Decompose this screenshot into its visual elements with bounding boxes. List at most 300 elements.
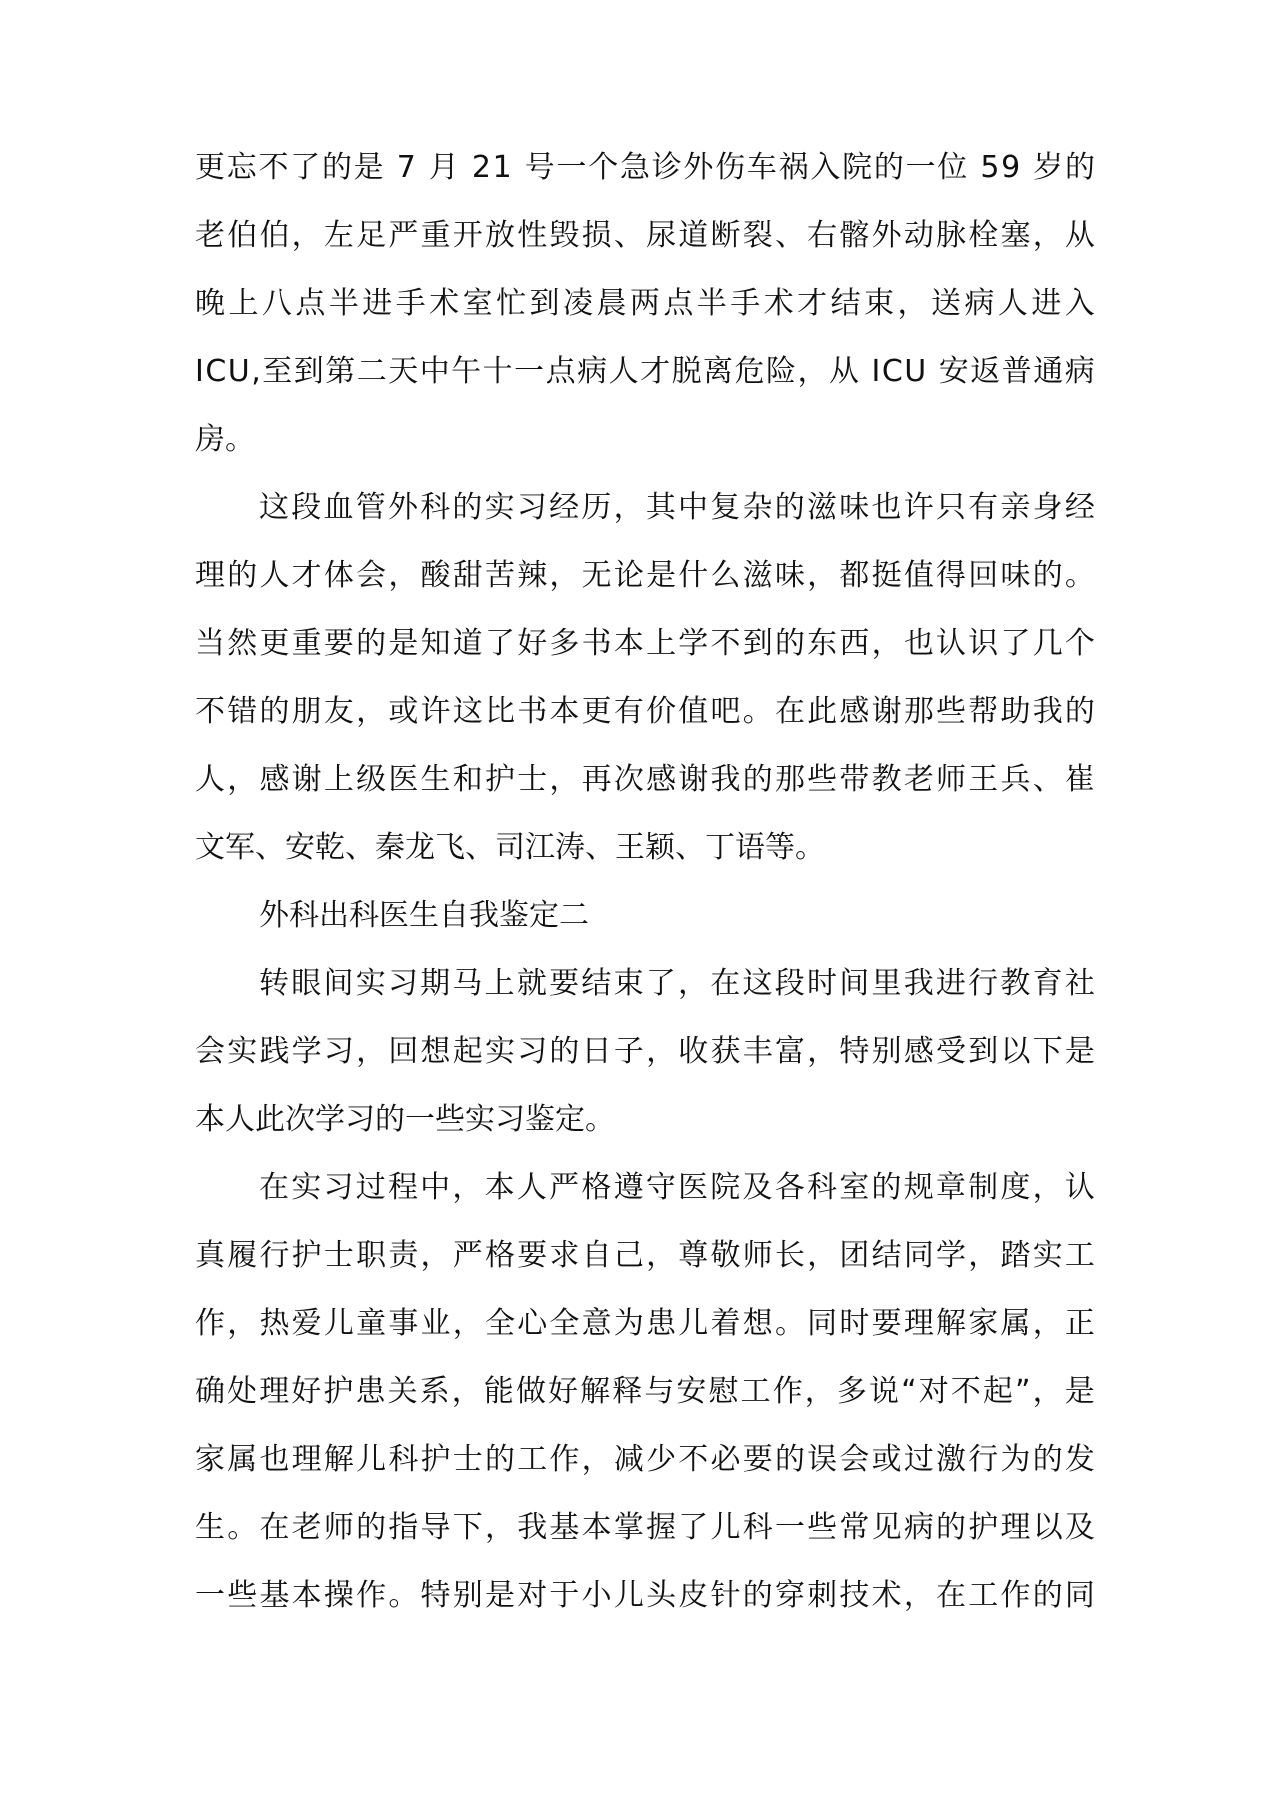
glyph: 几 bbox=[1032, 626, 1063, 661]
glyph: 点 bbox=[295, 286, 326, 321]
paragraph-1-line-1 bbox=[195, 148, 1095, 188]
glyph: 才 bbox=[797, 286, 828, 321]
glyph: 半 bbox=[696, 286, 727, 321]
glyph: 科 bbox=[806, 1170, 837, 1205]
glyph: 解 bbox=[936, 1306, 967, 1341]
glyph: 得 bbox=[936, 558, 967, 593]
glyph: 才 bbox=[640, 354, 671, 389]
glyph: 的 bbox=[452, 490, 483, 525]
glyph: 些 bbox=[807, 1510, 838, 1545]
glyph: 么 bbox=[710, 558, 741, 593]
glyph: 谢 bbox=[291, 762, 322, 797]
glyph: 味 bbox=[774, 558, 805, 593]
glyph: 动 bbox=[903, 218, 934, 253]
glyph: 时 bbox=[839, 1306, 870, 1341]
glyph: 味 bbox=[1000, 558, 1031, 593]
glyph: 入 bbox=[1064, 286, 1095, 321]
glyph: 的 bbox=[227, 558, 258, 593]
glyph: 章 bbox=[935, 1170, 966, 1205]
glyph: 结 bbox=[871, 1238, 902, 1273]
glyph: ， bbox=[1032, 1374, 1063, 1409]
paragraph-1-line-5: 房。 bbox=[195, 422, 255, 457]
glyph: 医 bbox=[678, 1170, 709, 1205]
glyph: 儿 bbox=[710, 1510, 741, 1545]
paragraph-1-line-2 bbox=[195, 216, 1095, 256]
glyph: ， bbox=[451, 1374, 482, 1409]
glyph: 学 bbox=[291, 1034, 322, 1069]
paragraph-2-line-6: 文军、安乾、秦龙飞、司江涛、王颖、丁语等。 bbox=[195, 830, 825, 865]
glyph: 塞 bbox=[1000, 218, 1031, 253]
glyph: 行 bbox=[968, 966, 999, 1001]
glyph: 点 bbox=[545, 354, 576, 389]
glyph: 会 bbox=[195, 1034, 225, 1069]
glyph: 守 bbox=[645, 1170, 676, 1205]
glyph: 在 bbox=[710, 966, 741, 1001]
glyph: 一 bbox=[195, 1578, 225, 1613]
glyph: 师 bbox=[742, 1238, 773, 1273]
paragraph-4-line-7 bbox=[195, 1576, 1095, 1616]
glyph: 做 bbox=[515, 1374, 546, 1409]
glyph: 全 bbox=[484, 1306, 515, 1341]
glyph: 段 bbox=[291, 490, 322, 525]
glyph: 学 bbox=[936, 1238, 967, 1273]
glyph: 长 bbox=[774, 1238, 805, 1273]
glyph: 行 bbox=[259, 1238, 290, 1273]
glyph: 好 bbox=[517, 626, 548, 661]
glyph: 病 bbox=[964, 286, 995, 321]
glyph: 属 bbox=[1000, 1306, 1031, 1341]
glyph: 儿 bbox=[678, 1306, 709, 1341]
glyph: 友 bbox=[323, 694, 354, 729]
glyph: 收 bbox=[678, 1034, 709, 1069]
glyph: 。 bbox=[774, 1306, 805, 1341]
glyph: 亲 bbox=[1000, 490, 1031, 525]
glyph: 童 bbox=[356, 1306, 387, 1341]
glyph: 人 bbox=[997, 286, 1028, 321]
glyph: 以 bbox=[1000, 1034, 1031, 1069]
glyph: 握 bbox=[646, 1510, 677, 1545]
glyph: 滋 bbox=[742, 558, 773, 593]
glyph: 求 bbox=[549, 1238, 580, 1273]
glyph: 在 bbox=[774, 694, 805, 729]
glyph: 认 bbox=[1064, 1170, 1095, 1205]
glyph: 作 bbox=[195, 1306, 225, 1341]
glyph: 点 bbox=[663, 286, 694, 321]
glyph: U bbox=[904, 354, 927, 389]
glyph: 进 bbox=[1031, 286, 1062, 321]
glyph: 进 bbox=[362, 286, 393, 321]
glyph: 的 bbox=[774, 1442, 805, 1477]
glyph: 崔 bbox=[1064, 762, 1095, 797]
glyph: 也 bbox=[259, 1442, 290, 1477]
glyph: 刺 bbox=[807, 1578, 838, 1613]
glyph: 的 bbox=[356, 626, 387, 661]
glyph: 书 bbox=[581, 626, 612, 661]
glyph: 了 bbox=[484, 626, 515, 661]
glyph: 回 bbox=[388, 1034, 419, 1069]
glyph: 经 bbox=[1064, 490, 1095, 525]
glyph: 带 bbox=[839, 762, 870, 797]
paragraph-1-line-4 bbox=[195, 352, 1095, 392]
glyph: 要 bbox=[742, 1442, 773, 1477]
glyph: 意 bbox=[581, 1306, 612, 1341]
glyph: 病 bbox=[1064, 354, 1095, 389]
glyph: 子 bbox=[613, 1034, 644, 1069]
glyph: 科 bbox=[388, 1442, 419, 1477]
glyph: 室 bbox=[462, 286, 493, 321]
glyph: 位 bbox=[937, 150, 968, 185]
glyph: 为 bbox=[613, 1306, 644, 1341]
glyph: 和 bbox=[452, 762, 483, 797]
glyph: ， bbox=[807, 1238, 838, 1273]
glyph: 本 bbox=[613, 626, 644, 661]
glyph: 再 bbox=[581, 762, 612, 797]
glyph: 术 bbox=[429, 286, 460, 321]
glyph: 慰 bbox=[708, 1374, 739, 1409]
glyph: I bbox=[195, 354, 204, 389]
glyph: 职 bbox=[356, 1238, 387, 1273]
glyph: 是 bbox=[353, 150, 384, 185]
glyph: ， bbox=[871, 626, 902, 661]
glyph: 入 bbox=[810, 150, 841, 185]
glyph: 作 bbox=[1000, 1578, 1031, 1613]
glyph: 了 bbox=[645, 966, 676, 1001]
glyph: 裂 bbox=[742, 218, 773, 253]
glyph bbox=[418, 148, 428, 188]
glyph: 病 bbox=[577, 354, 608, 389]
glyph: 什 bbox=[678, 558, 709, 593]
glyph: 里 bbox=[871, 966, 902, 1001]
glyph: 获 bbox=[710, 1034, 741, 1069]
glyph: 技 bbox=[839, 1578, 870, 1613]
glyph: ， bbox=[678, 966, 709, 1001]
glyph: 在 bbox=[259, 1510, 290, 1545]
glyph: 断 bbox=[710, 218, 741, 253]
glyph: 许 bbox=[903, 490, 934, 525]
glyph: 尿 bbox=[646, 218, 677, 253]
glyph: 帮 bbox=[968, 694, 999, 729]
glyph: 重 bbox=[291, 626, 322, 661]
glyph: 师 bbox=[323, 1510, 354, 1545]
glyph: 挺 bbox=[871, 558, 902, 593]
glyph: 的 bbox=[549, 1034, 580, 1069]
glyph: 滋 bbox=[806, 490, 837, 525]
glyph: 此 bbox=[807, 694, 838, 729]
glyph: 十 bbox=[482, 354, 513, 389]
glyph: 实 bbox=[484, 490, 515, 525]
glyph: 科 bbox=[742, 1510, 773, 1545]
paragraph-4-line-3 bbox=[195, 1304, 1095, 1344]
glyph: 工 bbox=[968, 1578, 999, 1613]
glyph: 是 bbox=[1064, 1034, 1095, 1069]
glyph: 值 bbox=[903, 558, 934, 593]
glyph: 术 bbox=[763, 286, 794, 321]
glyph: 踏 bbox=[1000, 1238, 1031, 1273]
glyph: 个 bbox=[588, 150, 619, 185]
glyph: 安 bbox=[938, 354, 969, 389]
glyph: 要 bbox=[549, 966, 580, 1001]
glyph: 院 bbox=[710, 1170, 741, 1205]
glyph: 的 bbox=[321, 150, 352, 185]
glyph: 皮 bbox=[678, 1578, 709, 1613]
glyph: 不 bbox=[950, 1374, 981, 1409]
glyph: 转 bbox=[259, 966, 289, 1001]
glyph: 我 bbox=[1032, 694, 1063, 729]
paragraph-2-line-4 bbox=[195, 692, 1095, 732]
glyph: 到 bbox=[293, 354, 324, 389]
glyph: 7 bbox=[396, 150, 416, 185]
glyph: 同 bbox=[1064, 1578, 1095, 1613]
glyph: 识 bbox=[968, 626, 999, 661]
glyph: 育 bbox=[1032, 966, 1063, 1001]
glyph: ， bbox=[227, 762, 258, 797]
glyph: 从 bbox=[1064, 218, 1095, 253]
glyph: ， bbox=[903, 1578, 934, 1613]
glyph: 属 bbox=[227, 1442, 258, 1477]
glyph: 都 bbox=[839, 558, 870, 593]
glyph: 各 bbox=[774, 1170, 805, 1205]
glyph: 些 bbox=[227, 1578, 258, 1613]
glyph: ， bbox=[549, 762, 580, 797]
glyph: 9 bbox=[1001, 150, 1021, 185]
glyph: 重 bbox=[420, 218, 451, 253]
glyph: 掌 bbox=[613, 1510, 644, 1545]
glyph: 天 bbox=[388, 354, 419, 389]
glyph: 无 bbox=[581, 558, 612, 593]
glyph: 格 bbox=[484, 1238, 515, 1273]
glyph: 解 bbox=[580, 1374, 611, 1409]
glyph: 不 bbox=[195, 694, 225, 729]
glyph: 生 bbox=[195, 1510, 225, 1545]
glyph: 同 bbox=[807, 1306, 838, 1341]
glyph: 甜 bbox=[452, 558, 483, 593]
glyph: 作 bbox=[549, 1442, 580, 1477]
glyph: 回 bbox=[968, 558, 999, 593]
glyph: 人 bbox=[195, 762, 225, 797]
glyph: 一 bbox=[774, 1510, 805, 1545]
glyph: 吧 bbox=[710, 694, 741, 729]
glyph: 实 bbox=[227, 1034, 258, 1069]
glyph: 家 bbox=[968, 1306, 999, 1341]
glyph: 院 bbox=[842, 150, 873, 185]
glyph: 的 bbox=[259, 694, 290, 729]
paragraph-4-line-4 bbox=[195, 1372, 1095, 1412]
glyph: 更 bbox=[195, 150, 225, 185]
glyph: 的 bbox=[1032, 558, 1063, 593]
glyph: 小 bbox=[581, 1578, 612, 1613]
glyph: 习 bbox=[323, 1034, 354, 1069]
glyph: 的 bbox=[484, 1442, 515, 1477]
section-heading: 外科出科医生自我鉴定二 bbox=[259, 898, 589, 933]
glyph: 关 bbox=[387, 1374, 418, 1409]
glyph: ， bbox=[613, 490, 644, 525]
glyph: 受 bbox=[936, 1034, 967, 1069]
glyph: 多 bbox=[549, 626, 580, 661]
glyph: 这 bbox=[742, 966, 773, 1001]
glyph: 尊 bbox=[678, 1238, 709, 1273]
glyph: 是 bbox=[388, 626, 419, 661]
glyph: 到 bbox=[529, 286, 560, 321]
glyph: 手 bbox=[395, 286, 426, 321]
glyph: 敬 bbox=[710, 1238, 741, 1273]
glyph: 其 bbox=[645, 490, 676, 525]
glyph: 己 bbox=[613, 1238, 644, 1273]
glyph: 学 bbox=[678, 626, 709, 661]
glyph: 过 bbox=[903, 1442, 934, 1477]
glyph: 当 bbox=[195, 626, 225, 661]
glyph: ， bbox=[1032, 218, 1063, 253]
glyph: 朋 bbox=[291, 694, 322, 729]
glyph: 穿 bbox=[774, 1578, 805, 1613]
glyph: 助 bbox=[1000, 694, 1031, 729]
glyph: 实 bbox=[1032, 1238, 1063, 1273]
glyph: 确 bbox=[195, 1374, 225, 1409]
glyph: 本 bbox=[581, 1510, 612, 1545]
glyph: 践 bbox=[259, 1034, 290, 1069]
glyph bbox=[461, 148, 471, 188]
glyph: 严 bbox=[549, 1170, 580, 1205]
glyph: 5 bbox=[980, 150, 1000, 185]
glyph: 上 bbox=[646, 626, 677, 661]
glyph: 间 bbox=[323, 966, 354, 1001]
glyph: 忘 bbox=[226, 150, 257, 185]
glyph: 误 bbox=[807, 1442, 838, 1477]
glyph: ， bbox=[646, 1034, 677, 1069]
glyph: 谢 bbox=[678, 762, 709, 797]
glyph: 错 bbox=[227, 694, 258, 729]
glyph: 西 bbox=[839, 626, 870, 661]
glyph: 那 bbox=[774, 762, 805, 797]
glyph: ， bbox=[484, 1510, 515, 1545]
glyph: 晚 bbox=[195, 286, 225, 321]
glyph: 急 bbox=[619, 150, 650, 185]
glyph: 第 bbox=[325, 354, 356, 389]
glyph: 热 bbox=[259, 1306, 290, 1341]
paragraph-4-line-1 bbox=[259, 1168, 1095, 1208]
glyph: 护 bbox=[484, 762, 515, 797]
glyph: ， bbox=[1032, 1170, 1063, 1205]
glyph: 。 bbox=[388, 1578, 419, 1613]
glyph: 中 bbox=[678, 490, 709, 525]
glyph: ， bbox=[797, 354, 828, 389]
glyph: 起 bbox=[982, 1374, 1013, 1409]
glyph: 了 bbox=[290, 150, 321, 185]
glyph: 谢 bbox=[871, 694, 902, 729]
paragraph-4-line-2 bbox=[195, 1236, 1095, 1276]
glyph: 期 bbox=[420, 966, 451, 1001]
glyph: 着 bbox=[710, 1306, 741, 1341]
glyph: 身 bbox=[1032, 490, 1063, 525]
glyph: 、 bbox=[613, 218, 644, 253]
glyph: 理 bbox=[1000, 1510, 1031, 1545]
glyph: ， bbox=[968, 1238, 999, 1273]
glyph: 针 bbox=[710, 1578, 741, 1613]
glyph: 至 bbox=[262, 354, 293, 389]
glyph: 下 bbox=[1032, 1034, 1063, 1069]
glyph: 习 bbox=[516, 490, 547, 525]
glyph: 作 bbox=[356, 1578, 387, 1613]
glyph: 处 bbox=[227, 1374, 258, 1409]
glyph: ， bbox=[452, 1170, 483, 1205]
glyph: 感 bbox=[903, 1034, 934, 1069]
glyph: 那 bbox=[903, 694, 934, 729]
glyph: 想 bbox=[742, 1306, 773, 1341]
glyph: 起 bbox=[452, 1034, 483, 1069]
glyph: 不 bbox=[710, 626, 741, 661]
glyph: 减 bbox=[613, 1442, 644, 1477]
glyph: 普 bbox=[1001, 354, 1032, 389]
glyph: 祸 bbox=[778, 150, 809, 185]
glyph: 在 bbox=[936, 1578, 967, 1613]
paragraph-3-line-3: 本人此次学习的一些实习鉴定。 bbox=[195, 1102, 615, 1137]
glyph: 些 bbox=[807, 762, 838, 797]
glyph bbox=[385, 148, 395, 188]
glyph: 苦 bbox=[484, 558, 515, 593]
glyph: 两 bbox=[629, 286, 660, 321]
glyph: 下 bbox=[452, 1510, 483, 1545]
glyph: 在 bbox=[259, 1170, 289, 1205]
glyph: 、 bbox=[774, 218, 805, 253]
glyph: 送 bbox=[930, 286, 961, 321]
glyph: 是 bbox=[484, 1578, 515, 1613]
glyph: 师 bbox=[936, 762, 967, 797]
glyph: 感 bbox=[259, 762, 290, 797]
glyph: 社 bbox=[1064, 966, 1095, 1001]
glyph: 一 bbox=[514, 354, 545, 389]
glyph: 对 bbox=[918, 1374, 949, 1409]
glyph: 要 bbox=[517, 1238, 548, 1273]
glyph: 外 bbox=[387, 490, 418, 525]
glyph: 人 bbox=[516, 1170, 547, 1205]
glyph: I bbox=[871, 354, 881, 389]
glyph: 时 bbox=[806, 966, 837, 1001]
glyph: 开 bbox=[452, 218, 483, 253]
glyph: 习 bbox=[517, 1034, 548, 1069]
glyph: 外 bbox=[683, 150, 714, 185]
glyph: 科 bbox=[420, 490, 451, 525]
glyph: 间 bbox=[839, 966, 870, 1001]
glyph: 足 bbox=[356, 218, 387, 253]
glyph: 到 bbox=[968, 1034, 999, 1069]
glyph: ， bbox=[549, 558, 580, 593]
glyph: 于 bbox=[549, 1578, 580, 1613]
glyph: 为 bbox=[1000, 1442, 1031, 1477]
glyph bbox=[860, 352, 870, 392]
glyph: 这 bbox=[452, 694, 483, 729]
glyph: 有 bbox=[968, 490, 999, 525]
glyph: 解 bbox=[323, 1442, 354, 1477]
paragraph-4-line-5 bbox=[195, 1440, 1095, 1480]
glyph: 凌 bbox=[562, 286, 593, 321]
glyph: 有 bbox=[613, 694, 644, 729]
glyph: 了 bbox=[678, 1510, 709, 1545]
glyph: 程 bbox=[387, 1170, 418, 1205]
glyph: 履 bbox=[227, 1238, 258, 1273]
glyph: 。 bbox=[1064, 558, 1095, 593]
glyph: 离 bbox=[703, 354, 734, 389]
glyph: 同 bbox=[903, 1238, 934, 1273]
glyph: 比 bbox=[484, 694, 515, 729]
glyph: 责 bbox=[388, 1238, 419, 1273]
glyph: 就 bbox=[516, 966, 547, 1001]
glyph: 许 bbox=[420, 694, 451, 729]
glyph: 价 bbox=[646, 694, 677, 729]
glyph: 的 bbox=[774, 626, 805, 661]
glyph: 见 bbox=[871, 1510, 902, 1545]
glyph: ， bbox=[388, 558, 419, 593]
glyph: 头 bbox=[646, 1578, 677, 1613]
glyph: 毁 bbox=[549, 218, 580, 253]
